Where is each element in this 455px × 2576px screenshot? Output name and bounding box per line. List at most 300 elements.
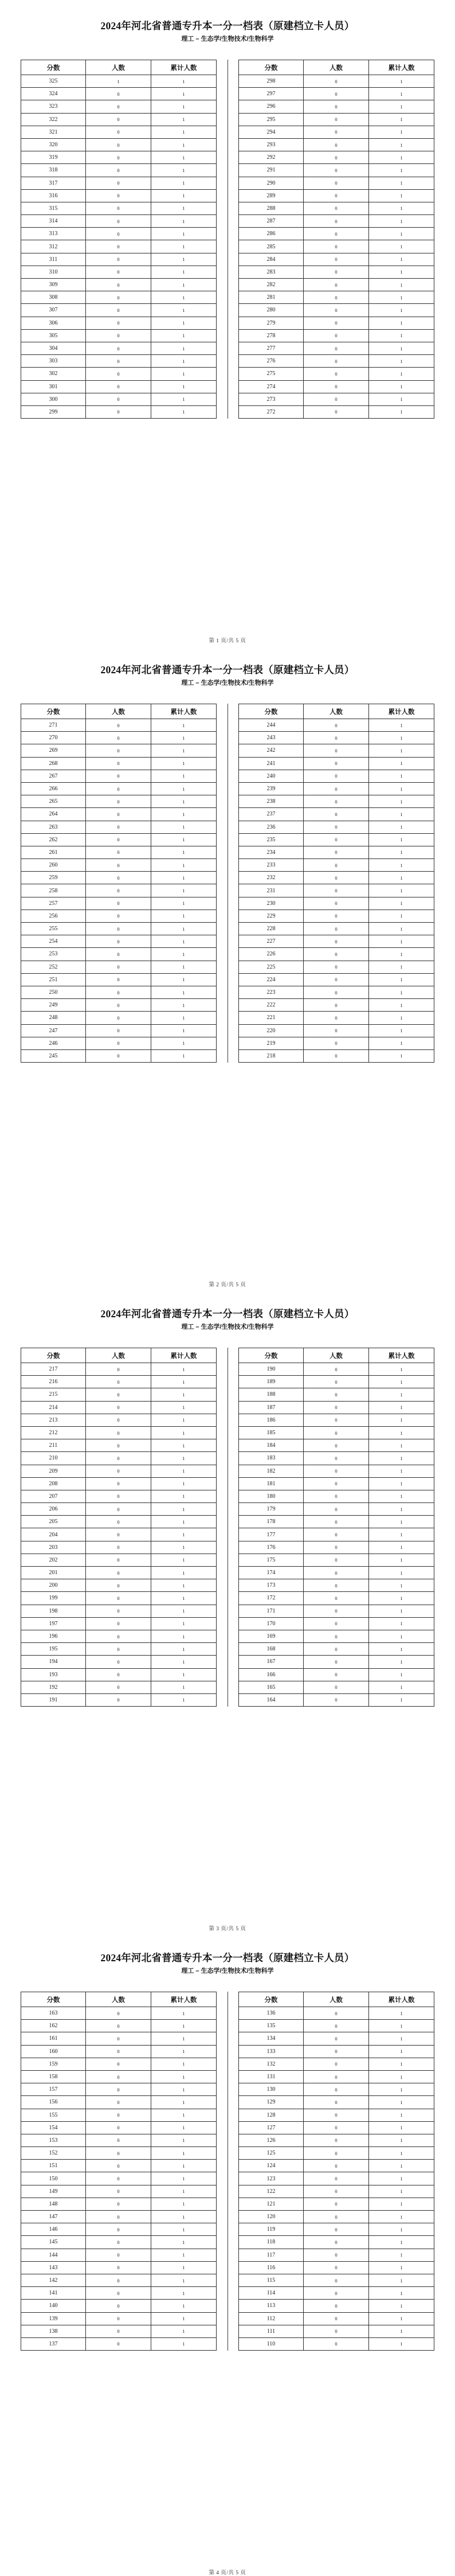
cell-score: 214 xyxy=(21,1401,86,1414)
cell-cumulative: 1 xyxy=(369,1024,434,1037)
page-title: 2024年河北省普通专升本一分一档表（原建档立卡人员） xyxy=(100,1952,355,1964)
cell-cumulative: 1 xyxy=(369,821,434,833)
column-header-score: 分数 xyxy=(21,1992,86,2007)
tables-container xyxy=(21,60,434,419)
cell-count: 0 xyxy=(86,973,151,986)
cell-cumulative: 1 xyxy=(369,2083,434,2096)
cell-count: 0 xyxy=(304,1049,369,1062)
cell-cumulative: 1 xyxy=(369,2147,434,2160)
cell-count: 0 xyxy=(304,1465,369,1477)
table-row xyxy=(239,897,434,910)
cell-cumulative: 1 xyxy=(151,2109,217,2121)
table-row xyxy=(239,380,434,393)
table-row xyxy=(239,1465,434,1477)
cell-score: 301 xyxy=(21,380,86,393)
cell-score: 197 xyxy=(21,1617,86,1630)
cell-count: 0 xyxy=(304,2109,369,2121)
table-row xyxy=(21,2160,217,2172)
cell-cumulative: 1 xyxy=(151,202,217,214)
cell-score: 316 xyxy=(21,189,86,202)
table-row xyxy=(21,151,217,164)
cell-score: 251 xyxy=(21,973,86,986)
table-row xyxy=(239,1401,434,1414)
cell-count: 0 xyxy=(86,2058,151,2070)
cell-score: 136 xyxy=(239,2007,304,2020)
cell-score: 170 xyxy=(239,1617,304,1630)
cell-score: 274 xyxy=(239,380,304,393)
cell-count: 0 xyxy=(86,2198,151,2210)
cell-count: 0 xyxy=(304,2032,369,2045)
table-row xyxy=(239,2261,434,2274)
cell-count: 0 xyxy=(86,1617,151,1630)
table-row xyxy=(21,2300,217,2312)
cell-cumulative: 1 xyxy=(151,2032,217,2045)
cell-count: 0 xyxy=(86,126,151,138)
cell-count: 0 xyxy=(86,732,151,744)
cell-cumulative: 1 xyxy=(369,304,434,317)
cell-score: 261 xyxy=(21,846,86,858)
cell-count: 0 xyxy=(304,2147,369,2160)
cell-count: 0 xyxy=(304,138,369,151)
cell-score: 245 xyxy=(21,1049,86,1062)
column-header-score: 分数 xyxy=(239,1992,304,2007)
cell-cumulative: 1 xyxy=(369,2185,434,2198)
cell-count: 0 xyxy=(304,1617,369,1630)
table-row xyxy=(239,2032,434,2045)
cell-count: 0 xyxy=(304,986,369,998)
cell-count: 0 xyxy=(304,1579,369,1592)
cell-count: 0 xyxy=(86,833,151,846)
cell-score: 171 xyxy=(239,1605,304,1617)
cell-score: 286 xyxy=(239,228,304,240)
table-row xyxy=(239,1049,434,1062)
cell-count: 0 xyxy=(86,253,151,266)
table-row xyxy=(239,795,434,808)
table-row xyxy=(239,2070,434,2083)
cell-score: 168 xyxy=(239,1643,304,1656)
cell-cumulative: 1 xyxy=(151,2058,217,2070)
cell-score: 207 xyxy=(21,1490,86,1502)
cell-cumulative: 1 xyxy=(151,973,217,986)
table-row xyxy=(239,253,434,266)
cell-count: 0 xyxy=(304,2198,369,2210)
table-row xyxy=(21,2172,217,2185)
cell-score: 262 xyxy=(21,833,86,846)
cell-count: 0 xyxy=(304,189,369,202)
table-row xyxy=(239,1452,434,1465)
cell-cumulative: 1 xyxy=(369,2249,434,2261)
cell-score: 287 xyxy=(239,215,304,228)
table-row xyxy=(239,1554,434,1566)
table-row xyxy=(21,1024,217,1037)
document-page xyxy=(0,644,455,1288)
cell-cumulative: 1 xyxy=(151,1503,217,1516)
cell-cumulative: 1 xyxy=(151,240,217,253)
cell-count: 0 xyxy=(304,1693,369,1706)
cell-score: 315 xyxy=(21,202,86,214)
table-row xyxy=(21,368,217,380)
cell-cumulative: 1 xyxy=(151,1579,217,1592)
table-row xyxy=(21,2287,217,2300)
cell-score: 177 xyxy=(239,1528,304,1541)
cell-count: 0 xyxy=(304,1567,369,1579)
cell-score: 267 xyxy=(21,770,86,782)
cell-count: 0 xyxy=(304,795,369,808)
table-row xyxy=(239,2337,434,2350)
table-row xyxy=(21,1516,217,1528)
cell-cumulative: 1 xyxy=(151,215,217,228)
cell-count: 0 xyxy=(86,355,151,368)
cell-count: 0 xyxy=(86,88,151,100)
table-row xyxy=(239,1643,434,1656)
cell-score: 311 xyxy=(21,253,86,266)
cell-score: 225 xyxy=(239,961,304,973)
cell-count: 0 xyxy=(304,757,369,770)
cell-score: 209 xyxy=(21,1465,86,1477)
cell-count: 0 xyxy=(304,910,369,922)
cell-cumulative: 1 xyxy=(369,999,434,1012)
table-row xyxy=(21,2096,217,2109)
cell-cumulative: 1 xyxy=(369,719,434,732)
cell-score: 153 xyxy=(21,2134,86,2146)
table-row xyxy=(21,1541,217,1554)
tables-container xyxy=(21,704,434,1063)
cell-cumulative: 1 xyxy=(151,1567,217,1579)
table-row xyxy=(239,1668,434,1681)
cell-cumulative: 1 xyxy=(369,189,434,202)
table-row xyxy=(239,100,434,113)
table-row xyxy=(21,1426,217,1439)
cell-cumulative: 1 xyxy=(151,821,217,833)
column-header-count: 人数 xyxy=(304,60,369,75)
cell-count: 0 xyxy=(86,1605,151,1617)
cell-count: 0 xyxy=(86,1681,151,1693)
cell-cumulative: 1 xyxy=(369,88,434,100)
cell-score: 317 xyxy=(21,177,86,189)
cell-count: 0 xyxy=(304,380,369,393)
table-row xyxy=(21,1656,217,1668)
cell-count: 0 xyxy=(86,1426,151,1439)
cell-score: 302 xyxy=(21,368,86,380)
table-row xyxy=(239,355,434,368)
cell-cumulative: 1 xyxy=(151,2337,217,2350)
cell-cumulative: 1 xyxy=(151,1681,217,1693)
cell-score: 319 xyxy=(21,151,86,164)
page-footer: 第 3 页/共 5 页 xyxy=(209,1926,246,1932)
cell-cumulative: 1 xyxy=(151,2223,217,2236)
cell-score: 144 xyxy=(21,2249,86,2261)
cell-cumulative: 1 xyxy=(369,2007,434,2020)
table-row xyxy=(239,228,434,240)
cell-cumulative: 1 xyxy=(151,1516,217,1528)
cell-cumulative: 1 xyxy=(369,2300,434,2312)
cell-count: 0 xyxy=(304,744,369,757)
cell-count: 0 xyxy=(304,872,369,884)
table-row xyxy=(21,1049,217,1062)
cell-score: 272 xyxy=(239,405,304,418)
cell-score: 126 xyxy=(239,2134,304,2146)
cell-count: 0 xyxy=(86,393,151,405)
table-row xyxy=(239,317,434,329)
cell-score: 200 xyxy=(21,1579,86,1592)
cell-count: 0 xyxy=(304,1452,369,1465)
cell-cumulative: 1 xyxy=(151,1388,217,1401)
table-row xyxy=(21,1503,217,1516)
table-row xyxy=(239,833,434,846)
table-row xyxy=(239,2109,434,2121)
table-row xyxy=(239,872,434,884)
cell-score: 255 xyxy=(21,923,86,935)
cell-score: 158 xyxy=(21,2070,86,2083)
cell-score: 202 xyxy=(21,1554,86,1566)
cell-score: 179 xyxy=(239,1503,304,1516)
table-row xyxy=(21,782,217,795)
cell-count: 0 xyxy=(86,961,151,973)
table-header-row xyxy=(239,1348,434,1363)
table-row xyxy=(21,1617,217,1630)
cell-count: 0 xyxy=(304,2211,369,2223)
cell-score: 271 xyxy=(21,719,86,732)
cell-count: 0 xyxy=(304,75,369,88)
cell-cumulative: 1 xyxy=(151,2211,217,2223)
cell-score: 165 xyxy=(239,1681,304,1693)
cell-score: 203 xyxy=(21,1541,86,1554)
cell-cumulative: 1 xyxy=(151,1541,217,1554)
column-header-cumulative: 累计人数 xyxy=(369,1348,434,1363)
table-row xyxy=(21,291,217,304)
cell-cumulative: 1 xyxy=(151,1554,217,1566)
cell-cumulative: 1 xyxy=(369,215,434,228)
cell-cumulative: 1 xyxy=(151,833,217,846)
cell-cumulative: 1 xyxy=(369,923,434,935)
cell-count: 0 xyxy=(304,329,369,342)
cell-score: 217 xyxy=(21,1363,86,1376)
cell-score: 191 xyxy=(21,1693,86,1706)
column-header-count: 人数 xyxy=(304,704,369,719)
cell-count: 0 xyxy=(86,240,151,253)
cell-score: 275 xyxy=(239,368,304,380)
table-row xyxy=(239,126,434,138)
cell-score: 173 xyxy=(239,1579,304,1592)
cell-score: 115 xyxy=(239,2274,304,2286)
cell-count: 0 xyxy=(304,100,369,113)
table-row xyxy=(21,1668,217,1681)
cell-score: 190 xyxy=(239,1363,304,1376)
cell-score: 290 xyxy=(239,177,304,189)
cell-count: 0 xyxy=(86,948,151,961)
cell-score: 269 xyxy=(21,744,86,757)
cell-cumulative: 1 xyxy=(151,342,217,354)
cell-cumulative: 1 xyxy=(369,910,434,922)
cell-score: 138 xyxy=(21,2325,86,2337)
table-row xyxy=(21,808,217,821)
cell-count: 0 xyxy=(304,2058,369,2070)
table-row xyxy=(21,821,217,833)
table-row xyxy=(239,1630,434,1642)
cell-score: 257 xyxy=(21,897,86,910)
column-header-cumulative: 累计人数 xyxy=(151,60,217,75)
cell-score: 307 xyxy=(21,304,86,317)
cell-score: 321 xyxy=(21,126,86,138)
cell-count: 0 xyxy=(304,342,369,354)
cell-count: 0 xyxy=(86,1503,151,1516)
table-row xyxy=(239,1528,434,1541)
table-row xyxy=(239,164,434,177)
cell-count: 0 xyxy=(86,1528,151,1541)
cell-score: 172 xyxy=(239,1592,304,1605)
cell-count: 0 xyxy=(304,126,369,138)
column-header-cumulative: 累计人数 xyxy=(151,1992,217,2007)
table-row xyxy=(21,2058,217,2070)
cell-cumulative: 1 xyxy=(151,1477,217,1490)
cell-count: 0 xyxy=(86,228,151,240)
cell-count: 0 xyxy=(86,151,151,164)
table-row xyxy=(239,1426,434,1439)
page-title: 2024年河北省普通专升本一分一档表（原建档立卡人员） xyxy=(100,664,355,676)
cell-count: 0 xyxy=(304,1426,369,1439)
table-row xyxy=(21,2185,217,2198)
cell-score: 239 xyxy=(239,782,304,795)
document-page xyxy=(0,0,455,644)
table-row xyxy=(21,1567,217,1579)
cell-count: 0 xyxy=(86,808,151,821)
cell-score: 309 xyxy=(21,279,86,291)
cell-cumulative: 1 xyxy=(369,2211,434,2223)
cell-cumulative: 1 xyxy=(369,164,434,177)
cell-score: 163 xyxy=(21,2007,86,2020)
table-row xyxy=(239,1681,434,1693)
document-page xyxy=(0,1288,455,1932)
table-row xyxy=(21,380,217,393)
cell-score: 282 xyxy=(239,279,304,291)
cell-count: 0 xyxy=(304,1439,369,1452)
cell-cumulative: 1 xyxy=(369,355,434,368)
cell-cumulative: 1 xyxy=(369,1605,434,1617)
cell-score: 293 xyxy=(239,138,304,151)
cell-cumulative: 1 xyxy=(151,1414,217,1426)
cell-count: 0 xyxy=(304,1490,369,1502)
column-divider xyxy=(227,704,228,1063)
cell-cumulative: 1 xyxy=(369,1049,434,1062)
cell-count: 0 xyxy=(86,2236,151,2249)
cell-score: 121 xyxy=(239,2198,304,2210)
cell-score: 280 xyxy=(239,304,304,317)
cell-count: 0 xyxy=(304,859,369,872)
table-row xyxy=(21,2274,217,2286)
cell-score: 211 xyxy=(21,1439,86,1452)
cell-cumulative: 1 xyxy=(151,2083,217,2096)
cell-score: 175 xyxy=(239,1554,304,1566)
cell-score: 276 xyxy=(239,355,304,368)
cell-count: 0 xyxy=(304,2083,369,2096)
cell-count: 0 xyxy=(86,291,151,304)
cell-count: 0 xyxy=(86,2274,151,2286)
cell-count: 0 xyxy=(304,2007,369,2020)
table-row xyxy=(239,1037,434,1049)
table-row xyxy=(21,910,217,922)
cell-cumulative: 1 xyxy=(151,2185,217,2198)
table-row xyxy=(239,240,434,253)
cell-cumulative: 1 xyxy=(369,2058,434,2070)
table-row xyxy=(21,266,217,278)
cell-cumulative: 1 xyxy=(151,1049,217,1062)
table-row xyxy=(21,1012,217,1024)
column-header-score: 分数 xyxy=(21,1348,86,1363)
table-row xyxy=(239,2020,434,2032)
cell-count: 0 xyxy=(304,1554,369,1566)
table-row xyxy=(21,279,217,291)
cell-cumulative: 1 xyxy=(151,1693,217,1706)
cell-cumulative: 1 xyxy=(369,1401,434,1414)
cell-cumulative: 1 xyxy=(151,2236,217,2249)
cell-score: 320 xyxy=(21,138,86,151)
table-row xyxy=(239,2007,434,2020)
cell-score: 303 xyxy=(21,355,86,368)
cell-score: 131 xyxy=(239,2070,304,2083)
cell-cumulative: 1 xyxy=(151,1592,217,1605)
cell-score: 184 xyxy=(239,1439,304,1452)
score-table-left xyxy=(21,1992,217,2351)
table-row xyxy=(21,1037,217,1049)
column-header-count: 人数 xyxy=(304,1992,369,2007)
cell-score: 185 xyxy=(239,1426,304,1439)
cell-score: 143 xyxy=(21,2261,86,2274)
cell-cumulative: 1 xyxy=(151,1439,217,1452)
cell-score: 167 xyxy=(239,1656,304,1668)
cell-score: 187 xyxy=(239,1401,304,1414)
cell-count: 0 xyxy=(304,2045,369,2058)
table-row xyxy=(21,355,217,368)
cell-count: 0 xyxy=(86,215,151,228)
cell-cumulative: 1 xyxy=(151,2274,217,2286)
cell-cumulative: 1 xyxy=(151,719,217,732)
table-row xyxy=(239,393,434,405)
cell-count: 0 xyxy=(86,1516,151,1528)
cell-score: 223 xyxy=(239,986,304,998)
cell-cumulative: 1 xyxy=(151,1465,217,1477)
table-row xyxy=(239,1567,434,1579)
page-title: 2024年河北省普通专升本一分一档表（原建档立卡人员） xyxy=(100,1308,355,1320)
cell-count: 0 xyxy=(86,2211,151,2223)
table-row xyxy=(21,833,217,846)
cell-count: 0 xyxy=(86,2249,151,2261)
cell-cumulative: 1 xyxy=(369,2045,434,2058)
cell-cumulative: 1 xyxy=(151,368,217,380)
table-row xyxy=(239,808,434,821)
cell-count: 0 xyxy=(304,1376,369,1388)
cell-count: 0 xyxy=(86,266,151,278)
table-row xyxy=(239,2185,434,2198)
cell-cumulative: 1 xyxy=(151,2134,217,2146)
score-table-left xyxy=(21,704,217,1063)
table-row xyxy=(239,88,434,100)
cell-count: 0 xyxy=(304,253,369,266)
cell-score: 212 xyxy=(21,1426,86,1439)
cell-score: 201 xyxy=(21,1567,86,1579)
cell-cumulative: 1 xyxy=(369,1376,434,1388)
table-row xyxy=(21,1579,217,1592)
cell-count: 0 xyxy=(86,1049,151,1062)
cell-cumulative: 1 xyxy=(151,923,217,935)
cell-cumulative: 1 xyxy=(151,329,217,342)
cell-score: 188 xyxy=(239,1388,304,1401)
cell-count: 0 xyxy=(304,1528,369,1541)
table-row xyxy=(21,2249,217,2261)
cell-cumulative: 1 xyxy=(369,1567,434,1579)
table-row xyxy=(21,1643,217,1656)
cell-count: 0 xyxy=(304,355,369,368)
cell-cumulative: 1 xyxy=(369,1554,434,1566)
